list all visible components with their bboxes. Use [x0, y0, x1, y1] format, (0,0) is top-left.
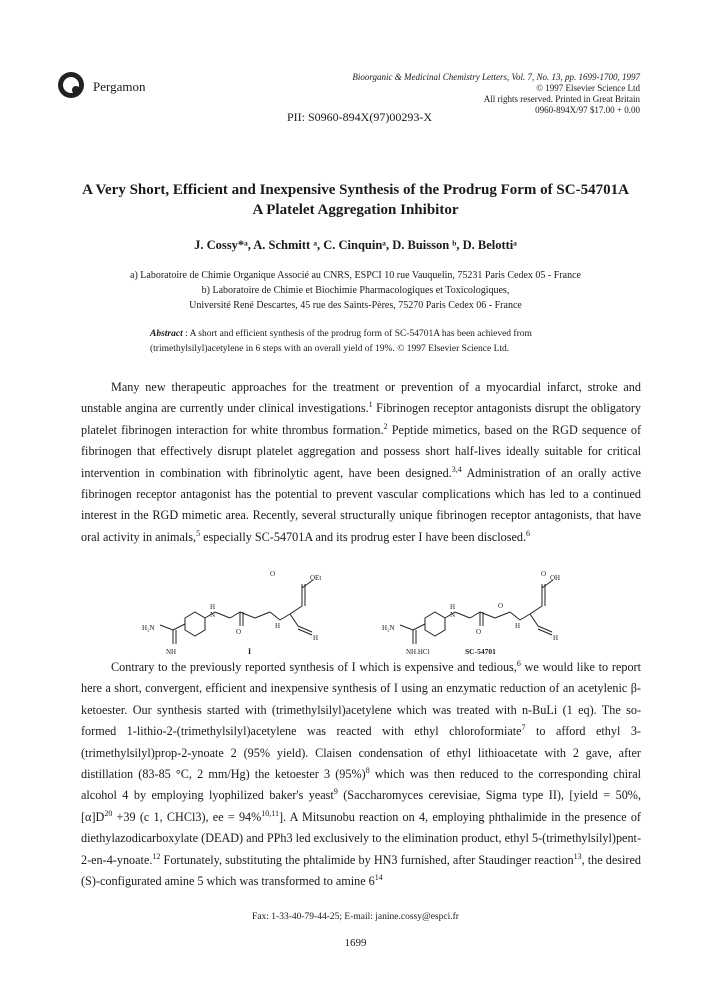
p2-text-h: Fortunately, substituting the phtalimide by HN3 furnished, after Staudinger reaction: [160, 852, 574, 867]
article-title: [0, 180, 711, 220]
right-nhhcl-label: NH.HCl: [406, 648, 430, 656]
p1-text-e: especially SC-54701A and its prodrug ester I have been disclosed.: [200, 529, 527, 544]
ref-7: 7: [521, 723, 526, 733]
benzene-ring-right: [425, 612, 445, 636]
abstract-label: Abstract: [150, 329, 183, 339]
author-list: J. Cossy*ᵃ, A. Schmitt ᵃ, C. Cinquinᵃ, D. Buisson ᵇ, D. Belottiᵃ: [194, 238, 517, 252]
ref-13: 13: [573, 851, 582, 861]
ref-9: 9: [333, 787, 338, 797]
left-carbonyl-o-top: O: [270, 570, 276, 578]
right-acid-o-top: O: [541, 570, 547, 578]
right-nh-h: H: [450, 603, 456, 611]
left-oet-label: OEt: [310, 574, 322, 582]
ref-2: 2: [383, 421, 388, 431]
copyright-line: © 1997 Elsevier Science Ltd: [536, 83, 640, 93]
right-alkyne-h: H: [553, 634, 559, 642]
pergamon-logo: [58, 72, 84, 98]
affiliation-b-line-1: b) Laboratoire de Chimie et Biochimie Pharmacologiques et Toxicologiques,: [201, 285, 510, 296]
right-h2n-label: H₂N: [382, 624, 395, 632]
benzene-ring-left: [185, 612, 205, 636]
ref-5: 5: [196, 528, 201, 538]
ref-6: 6: [526, 528, 531, 538]
p1-text-c: Peptide mimetics, based on the RGD sequence of fibrinogen that effectively disrupt platelet aggregation and possess short half-lives ideally suitable for critical intervention in combination with fibrinolytic agent, have been designed.: [81, 422, 642, 480]
left-amide-h: H: [275, 622, 281, 630]
issn-line: 0960-894X/97 $17.00 + 0.00: [535, 105, 640, 115]
ref-12: 12: [152, 851, 161, 861]
p2-text-d: which was then reduced to the corresponding chiral alcohol 4 by employing lyophilized baker's yeast: [81, 767, 641, 803]
p2-text-f: +39 (c 1, CHCl3), ee = 94%: [112, 809, 262, 824]
journal-citation: Bioorganic & Medicinal Chemistry Letters, Vol. 7, No. 13, pp. 1699-1700, 1997: [352, 72, 640, 82]
ref-10-11: 10,11: [261, 808, 279, 818]
ref-6b: 6: [516, 658, 521, 668]
left-h2n-label: H₂N: [142, 624, 155, 632]
paragraph-synthesis: [81, 657, 641, 892]
chemical-structures: [130, 568, 610, 668]
structure-sc54701: [382, 570, 560, 656]
publisher-name: Pergamon: [93, 79, 146, 94]
affiliation-b-line-2: Université René Descartes, 45 rue des Saints-Pères, 75270 Paris Cedex 06 - France: [189, 300, 522, 311]
ref-1: 1: [368, 400, 373, 410]
affiliation-a: a) Laboratoire de Chimie Organique Associé au CNRS, ESPCI 10 rue Vauquelin, 75231 Paris Cedex 05 - France: [130, 270, 581, 281]
right-oh-label: OH: [550, 574, 561, 582]
left-nh-n: N: [210, 611, 216, 619]
p2-text-g: ]. A Mitsunobu reaction on 4, employing phthalimide in the presence of diethylazodicarboxylate (DEAD) and PPh3 led exclusively to the elimination product, ethyl 5-(trimethylsilyl)pent-2-en-4-ynoate.: [81, 809, 641, 867]
p2-text-a: Contrary to the previously reported synthesis of I which is expensive and tedious,: [111, 660, 517, 674]
compound-label-i: I: [248, 647, 252, 656]
title-line-1: A Very Short, Efficient and Inexpensive Synthesis of the Prodrug Form of SC-54701A: [82, 182, 629, 198]
p2-text-b: we would like to report here a short, convergent, efficient and inexpensive synthesis of I using an enzymatic reduction of an acetylenic β-ketoester. Our synthesis started with (trimethylsilyl)acetylene which was treated with n-BuLi (1 eq). The so-formed 1-lithio-2-(trimethylsilyl)acetylene was reacted with ethyl chloroformiate: [81, 660, 641, 739]
ref-14: 14: [374, 873, 383, 882]
right-carbonyl-o: O: [498, 602, 504, 610]
p2-text-e: (Saccharomyces cerevisiae, Sigma type II), [yield = 50%, [α]D: [81, 788, 641, 824]
right-nh-n: N: [450, 611, 456, 619]
p1-text-a: Many new therapeutic approaches for the treatment or prevention of a myocardial infarct, stroke and unstable angina are currently under clinical investigations.: [81, 380, 641, 416]
p1-text-b: Fibrinogen receptor antagonists disrupt the obligatory platelet fibrinogen interaction for white thrombus formation.: [81, 401, 641, 437]
paragraph-intro: [81, 377, 641, 548]
affiliations: [0, 268, 711, 313]
abstract-text: : A short and efficient synthesis of the prodrug form of SC-54701A has been achieved from (trimethylsilyl)acetylene in 6 steps with an overall yield of 19%. © 1997 Elsevier Science Ltd.: [150, 329, 532, 354]
compound-label-sc54701: SC-54701: [465, 647, 496, 656]
pii-line: PII: S0960-894X(97)00293-X: [287, 110, 432, 124]
left-nh-h: H: [210, 603, 216, 611]
p2-text-i: , the desired (S)-configurated amine 5 which was transformed to amine 6: [81, 852, 641, 889]
footnote-contact: Fax: 1-33-40-79-44-25; E-mail: janine.cossy@espci.fr: [252, 912, 459, 922]
title-line-2: A Platelet Aggregation Inhibitor: [252, 202, 459, 218]
structure-prodrug-i: [142, 570, 321, 656]
abstract: [150, 327, 610, 357]
p1-text-d: Administration of an orally active fibrinogen receptor antagonist has the potential to prevent vascular complications which has led to a continued interest in the RGD mimetic area. Recently, several structurally unique fibrinogen receptor antagonists, that have oral activity in animals,: [81, 465, 641, 544]
ref-3-4: 3,4: [451, 464, 462, 474]
left-amide-o: O: [236, 628, 242, 636]
page-number: 1699: [344, 937, 367, 949]
rights-line: All rights reserved. Printed in Great Britain: [483, 94, 640, 104]
rotation-temp: 20: [104, 808, 113, 818]
p2-text-c: to afford ethyl 3-(trimethylsilyl)prop-2-ynoate 2 (95% yield). Claisen condensation of ethyl lithioacetate with 2 gave, after distillation (83-85 °C, 2 mm/Hg) the ketoester 3 (95%): [81, 724, 641, 782]
ref-8: 8: [365, 765, 370, 775]
right-amide-h: H: [515, 622, 521, 630]
left-alkyne-h: H: [313, 634, 319, 642]
left-nh-label: NH: [166, 648, 177, 656]
right-amide-o: O: [476, 628, 482, 636]
